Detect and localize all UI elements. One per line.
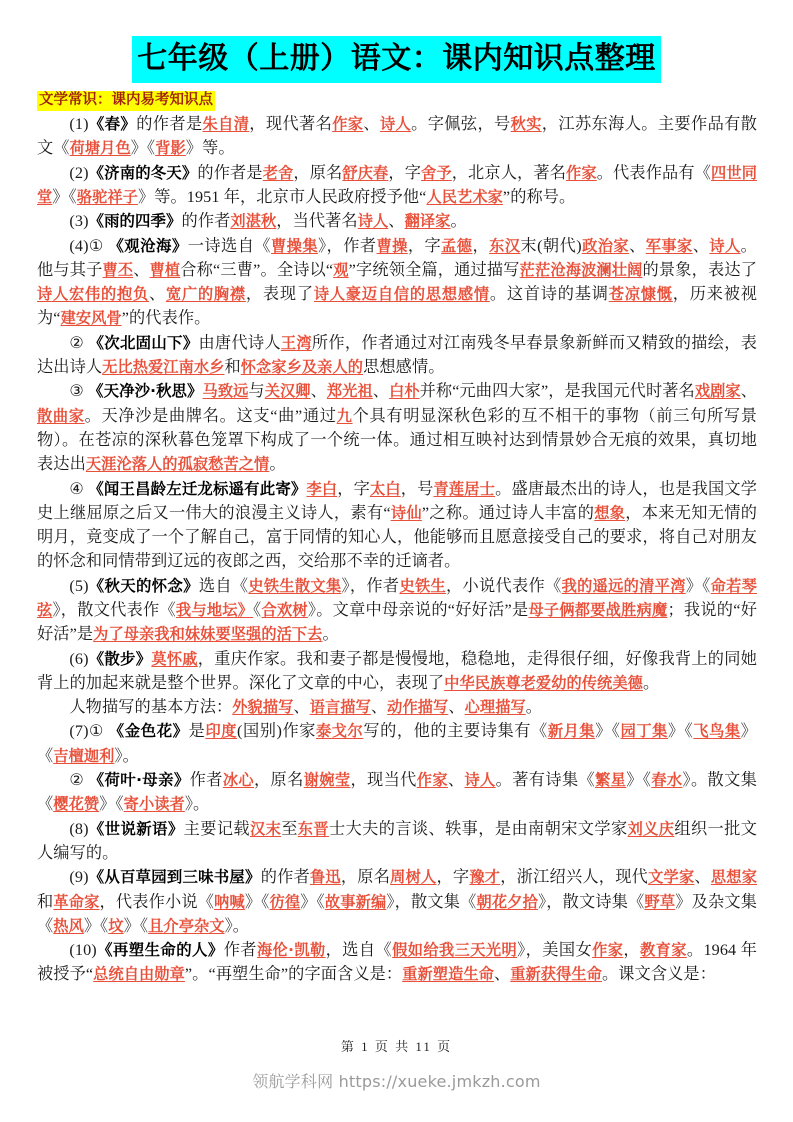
key-term: 背影 <box>155 139 186 158</box>
section-heading: 文学常识：课内易考知识点 <box>37 91 215 112</box>
body-text: 的作者是 <box>136 115 203 134</box>
body-text: 》，散文集《 <box>386 892 477 911</box>
body-text: 、 <box>629 236 646 255</box>
key-term: 飞鸟集 <box>693 722 741 741</box>
work-title: 《世说新语》 <box>88 819 184 838</box>
key-term: 孟德 <box>441 236 473 255</box>
body-text: 和 <box>37 892 54 911</box>
knowledge-point-paragraph <box>37 574 757 647</box>
key-term: 诗人 <box>357 212 389 231</box>
body-text: 一诗选自《 <box>187 236 272 255</box>
body-text: 是 <box>188 722 206 741</box>
body-text: 》，作者 <box>317 236 377 255</box>
knowledge-point-paragraph <box>37 817 757 866</box>
body-text: 》等。1951 年，北京市人民政府授予他“ <box>137 187 427 206</box>
key-term: 马致远 <box>202 382 249 401</box>
body-text: 思想感情。 <box>363 358 445 377</box>
key-term: 彷徨 <box>269 892 301 911</box>
body-text: (8) <box>69 819 89 838</box>
body-text: 、 <box>388 212 405 231</box>
body-text: 士大夫的言谈、轶事，是由南朝宋文学家 <box>328 819 628 838</box>
body-text: 的作者 <box>181 212 231 231</box>
key-term: 重新塑造生命 <box>402 965 494 984</box>
body-text: 、 <box>448 698 465 717</box>
body-text: 。代表作品有《 <box>596 163 712 182</box>
key-term: 语言描写 <box>309 698 371 717</box>
body-text: 和 <box>224 358 241 377</box>
key-term: 作家 <box>566 163 597 182</box>
body-text: ② <box>69 333 89 352</box>
key-term: 曹操 <box>376 236 408 255</box>
body-text: 》。散文集《 <box>37 771 757 814</box>
key-term: 园丁集 <box>620 722 668 741</box>
knowledge-point-paragraph <box>37 331 757 380</box>
body-text: ，表现了 <box>245 285 314 304</box>
body-text: 》及杂文集《 <box>37 892 757 935</box>
key-term: 宽广的胸襟 <box>165 285 246 304</box>
key-term: 军事家 <box>645 236 693 255</box>
body-text: 。1964 年被授予“ <box>37 941 757 984</box>
body-text: 作者 <box>189 771 223 790</box>
title-container <box>0 0 793 83</box>
body-text: (6) <box>69 649 89 668</box>
body-text: 。字佩弦，号 <box>411 115 511 134</box>
body-text: 》《 <box>52 187 77 206</box>
body-text: 个具有明显深秋色彩的互不相干的事物（前三句所写景物）。在苍凉的深秋暮色笼罩下构成了一个统一体。通过相互映衬达到情景妙合无痕的效果，真切地表达出 <box>37 406 758 474</box>
key-term: 朱自清 <box>202 115 250 134</box>
key-term: 吉檀迦利 <box>53 746 115 765</box>
key-term: 泰戈尔 <box>316 722 364 741</box>
key-term: 新月集 <box>547 722 596 741</box>
key-term: 秋实 <box>510 115 542 134</box>
key-term: 史铁生 <box>399 576 446 595</box>
body-text: 》《 <box>300 892 325 911</box>
body-text: ，现当代 <box>350 771 417 790</box>
page-title: 七年级（上册）语文：课内知识点整理 <box>132 36 661 83</box>
key-term: 海伦·凯勒 <box>256 941 326 960</box>
key-term: 故事新编 <box>324 892 387 911</box>
key-term: 呐喊 <box>214 892 245 911</box>
body-text: 》《 <box>626 771 652 790</box>
body-text: 》《 <box>595 722 621 741</box>
body-text: 合称“三曹”。全诗以“ <box>180 260 334 279</box>
key-term: 母子俩都要战胜病魔 <box>528 601 668 619</box>
body-text: 》《 <box>244 892 270 911</box>
body-text: 。课文含义是： <box>601 965 716 984</box>
key-term: 诗人 <box>709 236 741 255</box>
key-term: 坟 <box>108 916 124 935</box>
body-text: 》《 <box>123 916 149 935</box>
key-term: 东汉 <box>489 236 521 255</box>
body-text: 选自《 <box>198 576 249 595</box>
key-term: 怀念家乡及亲人的 <box>240 358 364 377</box>
body-text: ，字 <box>388 163 422 182</box>
knowledge-point-paragraph <box>37 112 757 161</box>
key-term: 史铁生散文集 <box>248 576 342 595</box>
key-term: 李白 <box>306 479 338 498</box>
body-text: ， <box>472 236 490 255</box>
body-text: (3) <box>69 212 89 231</box>
body-text: (4)① <box>69 236 109 255</box>
key-term: 天涯沦落人的孤寂愁苦之情 <box>85 455 270 474</box>
key-term: 想象 <box>594 503 626 522</box>
body-text: (2) <box>69 163 89 182</box>
key-term: 作家 <box>592 941 624 960</box>
key-term: 思想家 <box>710 868 757 887</box>
body-text: 、 <box>293 698 310 717</box>
body-text: 与 <box>248 382 265 401</box>
body-text: ，浙江绍兴人，现代 <box>500 868 649 887</box>
body-text: ，字 <box>407 236 442 255</box>
key-term: 野草 <box>644 892 676 911</box>
key-term: 戏剧家 <box>694 382 741 401</box>
body-text: 》《 <box>685 576 711 595</box>
key-term: 热风 <box>53 916 84 935</box>
work-title: 《金色花》 <box>108 722 189 741</box>
body-text: (国别)作家 <box>236 722 317 741</box>
body-text: ，字 <box>436 868 470 887</box>
key-term: 且介亭杂文 <box>148 916 225 935</box>
key-term: 无比热爱江南水乡 <box>102 358 225 377</box>
body-text: 。盛唐最杰出的诗人，也是我国文学史上继屈原之后又一伟大的浪漫主义诗人，素有“ <box>37 479 758 522</box>
key-term: 翻译家 <box>404 212 451 231</box>
body-text: 、 <box>493 965 511 984</box>
key-term: 豫才 <box>469 868 501 887</box>
body-text: 》。 <box>184 795 210 814</box>
body-text: 、 <box>447 771 465 790</box>
body-text: 、 <box>363 115 380 134</box>
body-text: ，江苏东海人。主要作品有散文《 <box>37 115 758 158</box>
key-term: 茫茫沧海波澜壮阔 <box>519 260 643 279</box>
key-term: 曹操集 <box>271 236 318 255</box>
body-text: ”的代表作。 <box>121 309 211 328</box>
key-term: 谢婉莹 <box>303 771 351 790</box>
key-term: 舒庆春 <box>342 163 389 182</box>
body-text: ，当代著名 <box>276 212 358 231</box>
key-term: 老舍 <box>262 163 294 182</box>
knowledge-point-paragraph <box>37 719 757 768</box>
key-term: 总统自由勋章 <box>93 965 185 984</box>
key-term: 朝花夕拾 <box>476 892 538 911</box>
key-term: 太白 <box>370 479 401 498</box>
work-title: 《散步》 <box>88 649 152 668</box>
key-term: 周树人 <box>390 868 437 887</box>
key-term: 中华民族尊老爱幼的传统美德 <box>444 673 643 692</box>
body-text: ，代表作小说《 <box>99 892 215 911</box>
key-term: 曹植 <box>149 260 181 279</box>
body-text: 末(朝代) <box>520 236 582 255</box>
key-term: 荷塘月色 <box>69 139 131 158</box>
section-heading-container <box>0 91 793 112</box>
body-text: 的作者是 <box>197 163 263 182</box>
key-term: 假如给我三天光明 <box>392 941 518 960</box>
body-text: 、 <box>133 260 150 279</box>
key-term: 外貌描写 <box>232 698 294 717</box>
body-text: ”。“再塑生命”的字面含义是： <box>184 965 403 984</box>
body-text: ② <box>69 771 89 790</box>
body-text: 》。 <box>224 916 250 935</box>
key-term: 刘湛秋 <box>230 212 277 231</box>
body-text: ，字 <box>337 479 371 498</box>
work-title: 《天净沙·秋思》 <box>88 382 203 401</box>
body-text: 》，散文代表作《 <box>52 601 176 619</box>
knowledge-point-paragraph <box>37 161 757 210</box>
key-term: 四世同堂 <box>37 163 757 206</box>
key-term: 诗仙 <box>390 503 422 522</box>
body-text: ”字统领全篇，通过描写 <box>348 260 520 279</box>
body-text: 。著有诗集《 <box>495 771 596 790</box>
document-body <box>0 112 793 987</box>
key-term: 印度 <box>205 722 237 741</box>
key-term: 诗人 <box>379 115 412 134</box>
body-text: 主要记载 <box>183 819 250 838</box>
body-text: 并称“元曲四大家”，是我国元代时著名 <box>419 382 695 401</box>
work-title: 《济南的冬天》 <box>88 163 198 182</box>
body-text: (1) <box>69 115 89 134</box>
body-text: 写的，他的主要诗集有《 <box>363 722 548 741</box>
knowledge-point-paragraph <box>37 865 757 938</box>
key-term: 刘义庆 <box>627 819 675 838</box>
key-term: 樱花赞 <box>53 795 100 814</box>
work-title: 《春》 <box>88 115 137 134</box>
work-title: 《秋天的怀念》 <box>88 576 199 595</box>
work-title: 《次北固山下》 <box>88 333 199 352</box>
key-term: 王湾 <box>280 333 312 352</box>
key-term: 鲁迅 <box>310 868 341 887</box>
body-text: (5) <box>69 576 89 595</box>
body-text: 。 <box>322 625 339 644</box>
body-text: 》，作者 <box>341 576 400 595</box>
body-text: 》等。 <box>185 139 235 158</box>
body-text: 》《 <box>130 139 156 158</box>
key-term: 诗人宏伟的抱负 <box>37 285 149 304</box>
body-text: 作者 <box>223 941 257 960</box>
key-term: 白朴 <box>389 382 420 401</box>
key-term: 政治家 <box>581 236 630 255</box>
body-text: 、 <box>370 698 388 717</box>
body-text: 。他与其子 <box>37 236 757 279</box>
knowledge-point-paragraph <box>37 695 757 719</box>
body-text: ，小说代表作《 <box>445 576 562 595</box>
key-term: 冰心 <box>222 771 254 790</box>
watermark-text: 领航学科网 https://xueke.jmkzh.com <box>252 1072 541 1091</box>
key-term: 革命家 <box>53 892 100 911</box>
body-text: 》《 <box>83 916 109 935</box>
body-text: ，原名 <box>340 868 391 887</box>
key-term: 文学家 <box>648 868 695 887</box>
body-text: 至 <box>281 819 298 838</box>
body-text: 》，美国女 <box>517 941 593 960</box>
body-text: ，号 <box>400 479 434 498</box>
page-footer <box>0 1036 793 1092</box>
key-term: 青莲居士 <box>433 479 496 498</box>
key-term: 我的遥远的清平湾 <box>561 576 686 595</box>
body-text: ，历来被视为“ <box>37 285 758 328</box>
work-title: 《雨的四季》 <box>88 212 182 231</box>
body-text: 。天净沙是曲牌名。这支“曲”通过 <box>84 406 337 425</box>
body-text: 。 <box>525 698 543 717</box>
key-term: 建安风骨 <box>60 309 122 328</box>
knowledge-point-paragraph <box>37 938 757 987</box>
body-text: 由唐代诗人 <box>198 333 281 352</box>
body-text: (10) <box>69 941 97 960</box>
work-title: 《观沧海》 <box>108 236 188 255</box>
key-term: 重新获得生命 <box>510 965 602 984</box>
knowledge-point-paragraph <box>37 379 757 476</box>
page-number: 第 1 页 共 11 页 <box>340 1039 453 1054</box>
body-text: ，重庆作家。我和妻子都是慢慢地，稳稳地，走得很仔细，好像我背上的同她背上的加起来就是整个世界。深化了文章的中心，表现了 <box>37 649 757 692</box>
body-text: 、 <box>310 382 327 401</box>
body-text: 》，散文诗集《 <box>537 892 645 911</box>
body-text: ；我说的“好好活”是 <box>37 601 757 644</box>
work-title: 《荷叶·母亲》 <box>88 771 190 790</box>
key-term: 作家 <box>332 115 364 134</box>
body-text: 《 <box>253 601 262 619</box>
body-text: 。 <box>450 212 467 231</box>
key-term: 命若琴弦 <box>37 576 757 619</box>
body-text: 》《 <box>99 795 124 814</box>
body-text: 》《 <box>667 722 694 741</box>
body-text: 、 <box>694 868 711 887</box>
body-text: ”的称号。 <box>502 187 576 206</box>
key-term: 观 <box>333 260 349 279</box>
key-term: 动作描写 <box>387 698 449 717</box>
key-term: 汉末 <box>250 819 282 838</box>
key-term: 寄小读者 <box>123 795 185 814</box>
body-text: ， <box>623 941 640 960</box>
key-term: 繁星 <box>595 771 627 790</box>
body-text: 、 <box>372 382 390 401</box>
body-text: 》。 <box>114 746 139 765</box>
work-title: 《再塑生命的人》 <box>96 941 224 960</box>
body-text: 。这首诗的基调 <box>489 285 609 304</box>
key-term: 诗人豪迈自信的思想感情 <box>313 285 490 304</box>
key-term: 春水 <box>651 771 683 790</box>
body-text: (7)① <box>69 722 109 741</box>
body-text: 》《 <box>37 722 757 765</box>
body-text: 。 <box>269 455 286 474</box>
key-term: 人民艺术家 <box>426 187 503 206</box>
body-text: 组织一批文人编写的。 <box>37 819 758 862</box>
key-term: 莫怀戚 <box>151 649 198 668</box>
knowledge-point-paragraph <box>37 647 757 696</box>
key-term: 心理描写 <box>464 698 526 717</box>
key-term: 骆驼祥子 <box>76 187 138 206</box>
body-text: 、 <box>692 236 710 255</box>
body-text: ”之称。通过诗人丰富的 <box>421 503 595 522</box>
knowledge-point-paragraph <box>37 234 757 331</box>
body-text: 、 <box>740 382 757 401</box>
work-title: 《闻王昌龄左迁龙标遥有此寄》 <box>88 479 307 498</box>
key-term: 散曲家 <box>37 406 85 425</box>
body-text: (9) <box>69 868 89 887</box>
body-text: 人物描写的基本方法： <box>69 698 233 717</box>
body-text: ，现代著名 <box>249 115 333 134</box>
key-term: 东晋 <box>297 819 329 838</box>
key-term: 教育家 <box>639 941 687 960</box>
knowledge-point-paragraph <box>37 209 757 233</box>
body-text: ，选自《 <box>325 941 393 960</box>
body-text: 所作，作者通过对江南残冬早春景象新鲜而又精致的描绘，表达出诗人 <box>37 333 758 377</box>
key-term: 关汉卿 <box>264 382 311 401</box>
body-text: 。 <box>642 673 660 692</box>
body-text: 的景象，表达了 <box>642 260 757 279</box>
body-text: ④ <box>69 479 89 498</box>
body-text: 》。文章中母亲说的“好好活”是 <box>307 601 529 619</box>
body-text: ，原名 <box>293 163 343 182</box>
knowledge-point-paragraph <box>37 477 757 574</box>
key-term: 曹丕 <box>102 260 134 279</box>
body-text: ，原名 <box>253 771 304 790</box>
key-term: 我与地坛》 <box>175 601 254 619</box>
body-text: 、 <box>148 285 166 304</box>
key-term: 为了母亲我和妹妹要坚强的活下去 <box>93 625 323 644</box>
work-title: 《从百草园到三味书屋》 <box>88 868 261 887</box>
key-term: 舍予 <box>421 163 452 182</box>
key-term: 合欢树 <box>261 601 308 619</box>
key-term: 诗人 <box>464 771 496 790</box>
key-term: 苍凉慷慨 <box>608 285 673 304</box>
body-text: ，北京人，著名 <box>451 163 567 182</box>
key-term: 作家 <box>416 771 448 790</box>
body-text: ③ <box>69 382 89 401</box>
body-text: 的作者 <box>260 868 310 887</box>
key-term: 九 <box>336 406 353 425</box>
key-term: 郑光祖 <box>326 382 373 401</box>
body-text: ，本来无知无情的明月，竟变成了一个了解自己，富于同情的知心人，他能够而且愿意接受自己的要求，将自己对朋友的怀念和同情带到辽远的夜郎之西，交给那不幸的迁谪者。 <box>37 503 758 571</box>
knowledge-point-paragraph <box>37 768 757 817</box>
